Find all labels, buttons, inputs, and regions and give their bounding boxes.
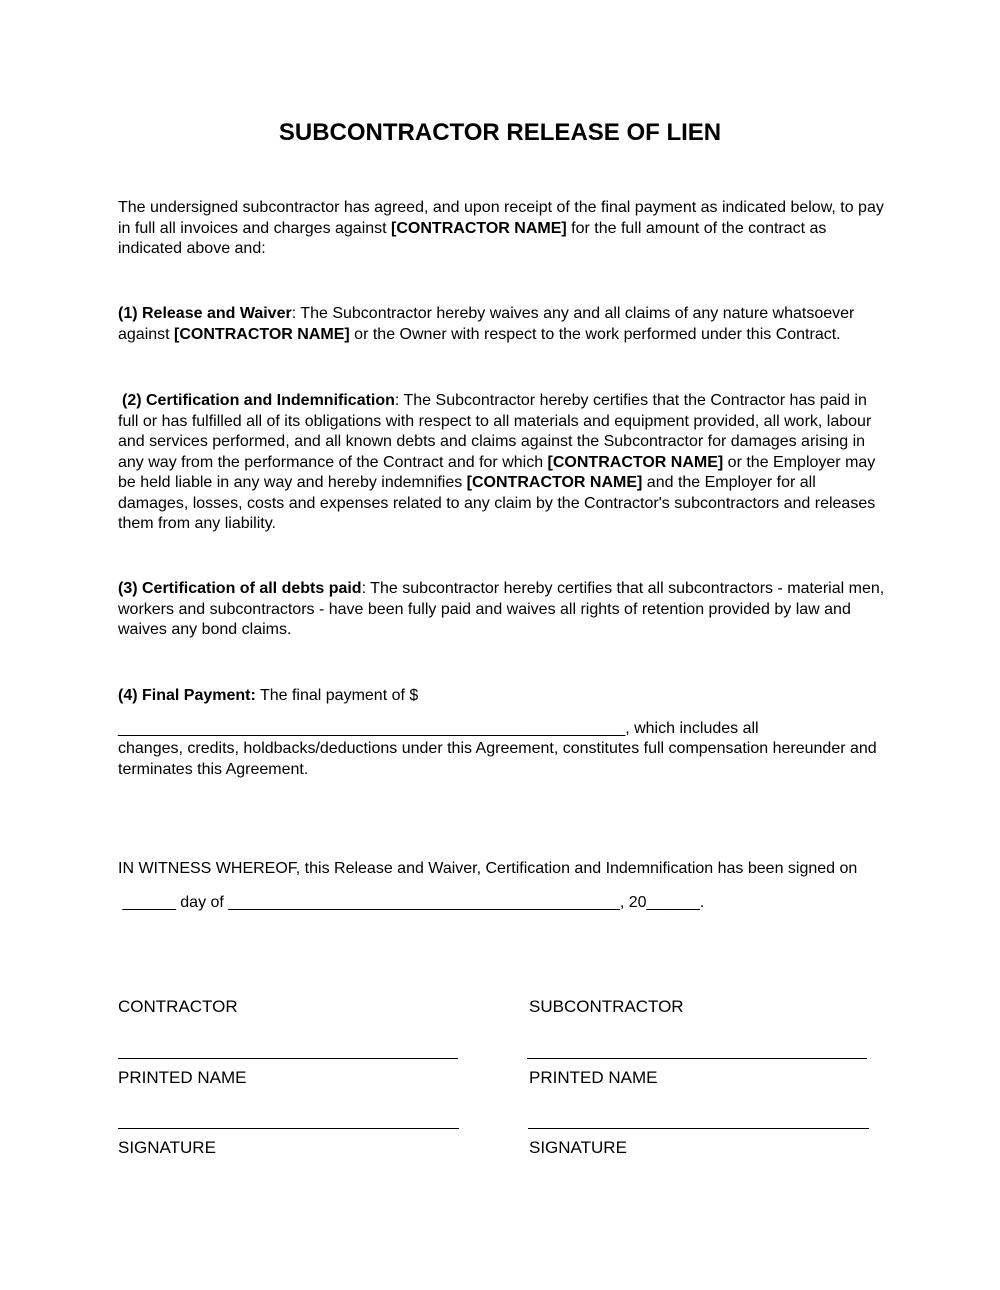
intro-text-1: The undersigned subcontractor has agreed, and upon receipt of the final payment as indicated below, to pay in full all invoices and charges against	[118, 199, 884, 237]
section-4-first-line	[118, 686, 888, 707]
section-2-contractor-name-1: [CONTRACTOR NAME]	[547, 453, 724, 471]
subcontractor-signature-label: SIGNATURE	[529, 1138, 627, 1157]
section-1-contractor-name: [CONTRACTOR NAME]	[174, 325, 350, 343]
contractor-signature-line[interactable]	[118, 1128, 459, 1129]
witness-paragraph: IN WITNESS WHEREOF, this Release and Waiver, Certification and Indemnification has been signed on	[118, 860, 858, 877]
section-2-text-1: : The Subcontractor hereby certifies that the Contractor has paid in full or has fulfilled all of its obligations with respect to all materials and equipment provided, all work, labour and services performed, and all known debts and claims against the Subcontractor for damages arising in any way from the performance of the Contract and for which	[118, 392, 872, 471]
section-2-heading: (2) Certification and Indemnification	[122, 392, 395, 409]
section-2-contractor-name-2: [CONTRACTOR NAME]	[466, 474, 643, 491]
section-4-continuation: changes, credits, holdbacks/deductions under this Agreement, constitutes full compensation hereunder and terminates this Agreement.	[118, 740, 877, 778]
section-1-text-2: or the Owner with respect to the work performed under this Contract.	[349, 325, 841, 343]
section-1-text-1: : The Subcontractor hereby waives any and all claims of any nature whatsoever against	[118, 305, 855, 343]
intro-text-2: for the full amount of the contract as indicated above and:	[118, 219, 827, 257]
section-2-text-2: or the Employer may be held liable in any way and hereby indemnifies	[118, 453, 876, 491]
subcontractor-printed-name-line[interactable]	[527, 1058, 867, 1059]
contractor-label: CONTRACTOR	[118, 997, 238, 1016]
section-1-paragraph	[118, 304, 888, 345]
contractor-printed-name-line[interactable]	[118, 1058, 458, 1059]
witness-date-line[interactable]: ______ day of ____________________________________________, 20______.	[118, 894, 705, 911]
intro-paragraph	[118, 198, 888, 260]
section-4-heading: (4) Final Payment:	[118, 687, 256, 704]
section-4-text-1: The final payment of $	[255, 687, 419, 704]
section-3-text: : The subcontractor hereby certifies that all subcontractors - material men, workers and subcontractors - have been fully paid and waives all rights of retention provided by law and waives any bond claims.	[118, 580, 885, 638]
subcontractor-printed-name-label: PRINTED NAME	[529, 1068, 658, 1087]
section-3-paragraph	[118, 579, 888, 641]
section-2-text-3: and the Employer for all damages, losses, costs and expenses related to any claim by the Contractor's subcontractors and releases them from any liability.	[118, 474, 876, 532]
intro-contractor-name: [CONTRACTOR NAME]	[391, 219, 567, 237]
contractor-printed-name-label: PRINTED NAME	[118, 1068, 247, 1087]
final-payment-amount-line[interactable]: _________________________________________________________, which includes all	[118, 720, 759, 737]
section-3-heading: (3) Certification of all debts paid	[118, 580, 362, 597]
subcontractor-label: SUBCONTRACTOR	[529, 997, 684, 1016]
section-1-heading: (1) Release and Waiver	[118, 305, 292, 322]
document-title: SUBCONTRACTOR RELEASE OF LIEN	[278, 119, 722, 146]
section-2-paragraph	[118, 391, 888, 535]
subcontractor-signature-line[interactable]	[528, 1128, 869, 1129]
contractor-signature-label: SIGNATURE	[118, 1138, 216, 1157]
